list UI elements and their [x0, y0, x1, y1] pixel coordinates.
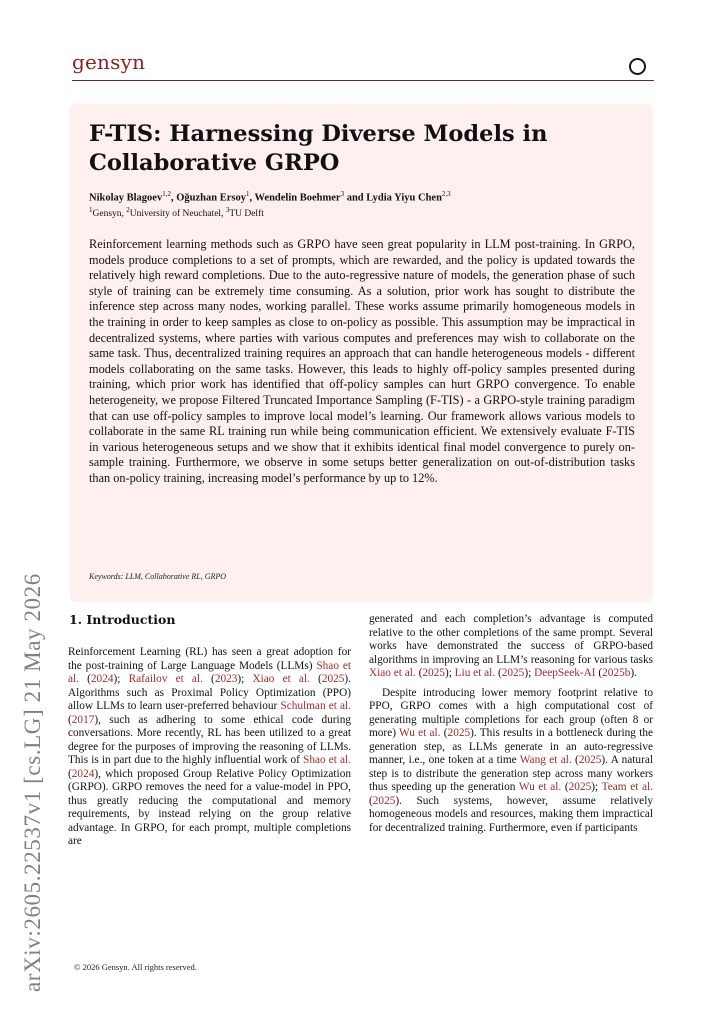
- author-affiliation-mark: 2,3: [441, 190, 451, 198]
- section-heading: 1. Introduction: [69, 612, 176, 627]
- brand-name: gensyn: [72, 50, 146, 74]
- citation-link[interactable]: 2024: [71, 767, 95, 780]
- abstract-text: Reinforcement learning methods such as GRPO have seen great popularity in LLM post-training. In GRPO, models produce completions to a set of prompts, which are rewarded, and the policy is updated towards the relatively high reward completions. Due to the auto-regressive nature of models, the generation phase of such style of training can be extremely time consuming. As a solution, prior work has sought to distribute the inference step across many nodes, working parallel. These works assume primarily homogeneous models in the training in order to keep samples as close to on-policy as possible. This assumption may be impractical in decentralized systems, where parties with various computes and preferences may wish to collaborate on the same task. Thus, decentralized training requires an approach that can handle heterogeneous models - different models collaborating on the same tasks. However, this leads to highly off-policy samples presented during training, which prior work has identified that off-policy samples can hurt GRPO convergence. To enable heterogeneity, we propose Filtered Truncated Importance Sampling (F-TIS) - a GRPO-style training paradigm that can use off-policy samples to improve local model’s learning. Our framework allows various models to collaborate in the same RL training run while being communication efficient. We extensively evaluate F-TIS in various heterogeneous setups and we show that it exhibits identical final model convergence to purely on-sample training. Furthermore, we observe in some setups better generalization on out-of-distribution tasks than on-policy training, increasing model’s performance by up to 12%.: [89, 237, 635, 485]
- author-name: Wendelin Boehmer: [254, 192, 341, 204]
- citation-link[interactable]: 2025: [321, 673, 345, 685]
- citation-link[interactable]: 2023: [214, 673, 238, 685]
- citation-link[interactable]: Xiao et al.: [252, 673, 310, 685]
- paper-title: F-TIS: Harnessing Diverse Models in Collaborative GRPO: [89, 121, 548, 176]
- citation-link[interactable]: Wang et al.: [519, 754, 572, 766]
- citation-link[interactable]: Team et al.: [601, 781, 654, 793]
- citation-link[interactable]: 2025: [578, 754, 602, 766]
- citation-link[interactable]: 2025: [372, 794, 396, 807]
- citation-link[interactable]: 2025: [501, 667, 525, 679]
- left-column: [68, 646, 351, 849]
- citation-link[interactable]: Shao et al.: [303, 754, 351, 766]
- affiliation-name: TU Delft: [229, 209, 264, 220]
- ring-logo-icon: [629, 58, 646, 75]
- intro-paragraph-1-continued: generated and each completion’s advantage is computed relative to the other completions of the same prompt. Several works have demonstrated the success of GRPO-based algorithms in improving an LLM’s reasoning for various tasks Xiao et al. (2025); Liu et al. (2025); DeepSeek-AI (2025b).: [369, 613, 653, 679]
- author-name: Oğuzhan Ersoy: [176, 192, 246, 204]
- author-name: Lydia Yiyu Chen: [366, 192, 442, 204]
- arxiv-identifier: arXiv:2605.22537v1 [cs.LG] 21 May 2026: [20, 573, 45, 992]
- intro-paragraph-2: Despite introducing lower memory footprint relative to PPO, GRPO comes with a high computational cost of generating multiple completions for each group (often 8 or more) Wu et al. (2025). This results in a bottleneck during the generation step, as LLMs generate in an auto-regressive manner, i.e., one token at a time Wang et al. (2025). A natural step is to distribute the generation step across many workers thus speeding up the generation Wu et al. (2025); Team et al. (2025). Such systems, however, assume relatively homogeneous models and resources, making them impractical for decentralized training. Furthermore, even if participants: [369, 686, 654, 834]
- affiliation-mark: 2: [126, 206, 130, 214]
- affiliation-name: University of Neuchatel: [129, 209, 222, 220]
- affiliation-mark: 3: [225, 206, 230, 214]
- author-affiliation-mark: 3: [340, 190, 345, 198]
- author-name: Nikolay Blagoev: [89, 192, 163, 204]
- citation-link[interactable]: 2024: [90, 673, 114, 685]
- citation-link[interactable]: Xiao et al.: [369, 667, 416, 679]
- citation-link[interactable]: Liu et al.: [454, 667, 496, 679]
- citation-link[interactable]: Shao et al.: [68, 659, 351, 685]
- intro-paragraph-1: Reinforcement Learning (RL) has seen a great adoption for the post-training of Large Language Models (LLMs) Shao et al. (2024); Rafailov et al. (2023); Xiao et al. (2025). Algorithms such as Proximal Policy Optimization (PPO) allow LLMs to learn user-preferred behaviour Schulman et al. (2017), such as adhering to some ethical code during conversations. More recently, RL has been utilized to a great degree for the purposes of improving the reasoning of LLMs. This is in part due to the highly influential work of Shao et al. (2024), which proposed Group Relative Policy Optimization (GRPO). GRPO removes the need for a value-model in PPO, thus greatly reducing the computational and memory requirements, by instead relying on the group relative advantage. In GRPO, for each prompt, multiple completions are: [68, 646, 351, 847]
- citation-link[interactable]: 2025: [568, 781, 592, 793]
- author-affiliation-mark: 1: [245, 190, 250, 198]
- author-list: Nikolay Blagoev$^{1,2}$, Oğuzhan Ersoy$^1$, Wendelin Boehmer$^3$ and Lydia Yiyu Chen$^{2,3}$: [89, 190, 451, 204]
- citation-link[interactable]: DeepSeek-AI: [534, 667, 596, 679]
- citation-link[interactable]: Rafailov et al.: [128, 673, 203, 685]
- affiliation-name: Gensyn: [92, 209, 122, 220]
- affiliation-mark: 1: [89, 206, 93, 214]
- citation-link[interactable]: Wu et al.: [399, 727, 441, 739]
- citation-link[interactable]: 2017: [71, 713, 95, 726]
- citation-link[interactable]: 2025b: [602, 667, 631, 679]
- citation-link[interactable]: 2025: [447, 727, 471, 739]
- right-column: [369, 613, 653, 835]
- copyright-notice: © 2026 Gensyn. All rights reserved.: [74, 962, 197, 972]
- citation-link[interactable]: Wu et al.: [518, 781, 562, 793]
- citation-link[interactable]: 2025: [422, 667, 445, 679]
- page-header: [72, 50, 654, 81]
- citation-link[interactable]: Schulman et al.: [280, 700, 351, 712]
- author-affiliation-mark: 1,2: [162, 190, 171, 198]
- affiliation-list: $^1$Gensyn, $^2$University of Neuchatel, $^3$TU Delft: [89, 206, 264, 220]
- keywords: Keywords: LLM, Collaborative RL, GRPO: [89, 572, 227, 581]
